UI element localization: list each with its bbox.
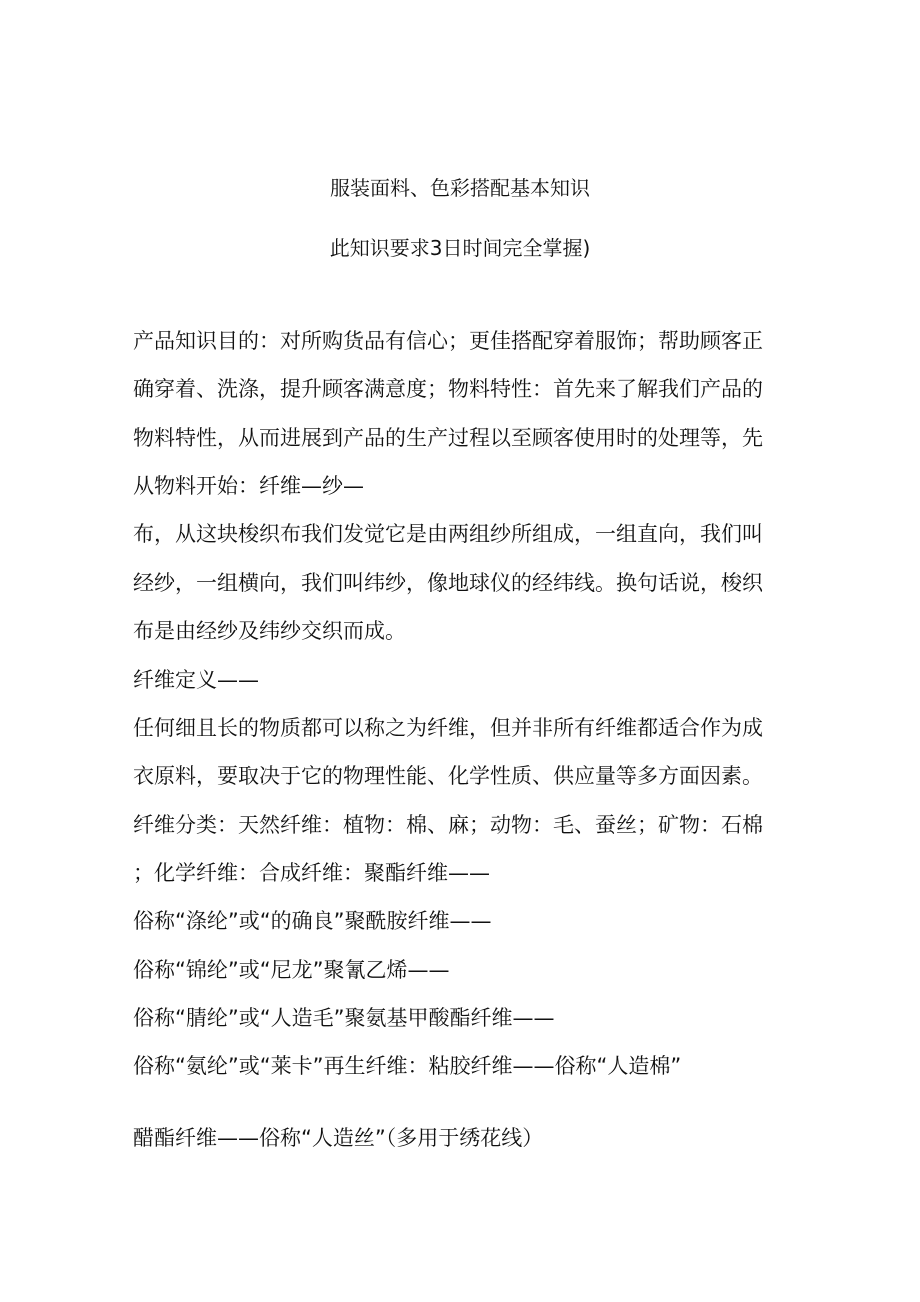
paragraph-line: 纤维分类：天然纤维：植物：棉、麻；动物：毛、蚕丝；矿物：石棉 [133, 813, 763, 837]
paragraph-line: 俗称“氨纶”或“莱卡”再生纤维：粘胶纤维——俗称“人造棉” [133, 1054, 682, 1078]
paragraph-line: 布，从这块梭织布我们发觉它是由两组纱所组成，一组直向，我们叫 [133, 522, 763, 546]
document-title: 服装面料、色彩搭配基本知识 [330, 176, 590, 200]
paragraph-line: 产品知识目的：对所购货品有信心；更佳搭配穿着服饰；帮助顾客正 [133, 329, 763, 353]
paragraph-line: 确穿着、洗涤，提升顾客满意度；物料特性：首先来了解我们产品的 [133, 377, 763, 401]
document-subtitle: 此知识要求3日时间完全掌握) [329, 236, 591, 260]
paragraph-line: 醋酯纤维——俗称“人造丝”（多用于绣花线） [133, 1126, 544, 1150]
paragraph-line: 任何细且长的物质都可以称之为纤维，但并非所有纤维都适合作为成 [133, 716, 763, 740]
paragraph-line: 布是由经纱及纬纱交织而成。 [133, 619, 406, 643]
paragraph-line: 衣原料，要取决于它的物理性能、化学性质、供应量等多方面因素。 [133, 764, 763, 788]
paragraph-line: 俗称“涤纶”或“的确良”聚酰胺纤维—— [133, 909, 492, 933]
paragraph-line: 经纱，一组横向，我们叫纬纱，像地球仪的经纬线。换句话说，梭织 [133, 571, 763, 595]
paragraph-line: 俗称“腈纶”或“人造毛”聚氨基甲酸酯纤维—— [133, 1006, 555, 1030]
paragraph-line: 从物料开始：纤维—纱— [133, 474, 364, 498]
paragraph-line: 俗称“锦纶”或“尼龙”聚氰乙烯—— [133, 958, 450, 982]
paragraph-line: 物料特性，从而进展到产品的生产过程以至顾客使用时的处理等，先 [133, 426, 763, 450]
section-heading: 纤维定义—— [133, 668, 259, 692]
paragraph-line: ；化学纤维：合成纤维：聚酯纤维—— [133, 861, 490, 885]
